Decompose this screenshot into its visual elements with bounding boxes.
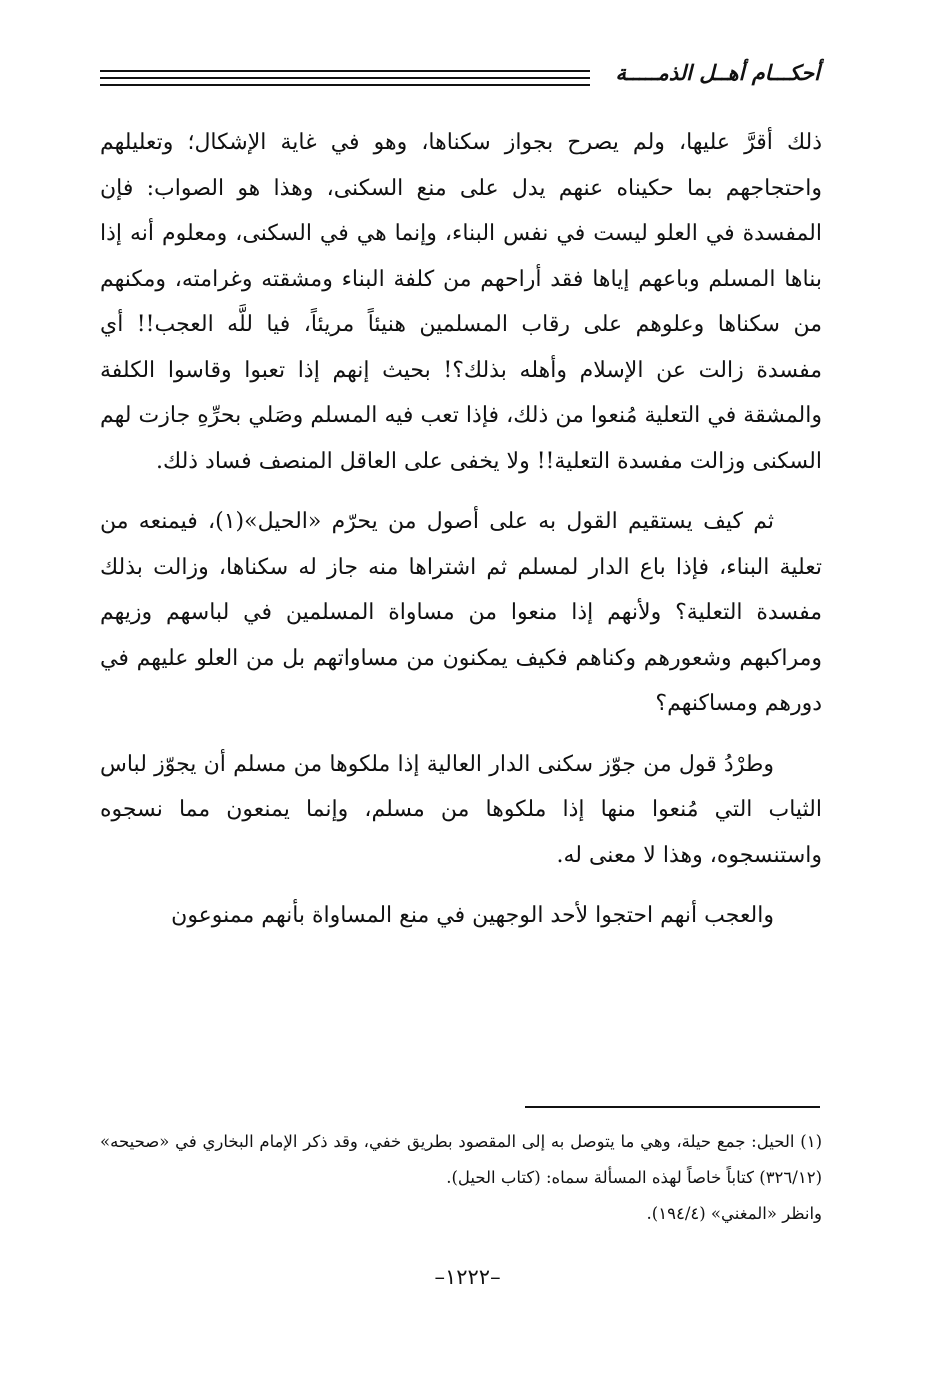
footnote-separator: [525, 1106, 820, 1108]
header-rule: [100, 77, 590, 79]
footnote: وانظر «المغني» (١٩٤/٤).: [646, 1204, 822, 1223]
running-header-title: أحكـــام أهــل الذمـــــة: [615, 60, 820, 85]
header-rule: [100, 84, 590, 86]
paragraph: ثم كيف يستقيم القول به على أصول من يحرّم «الحيل»(١)، فيمنعه من تعلية البناء، فإذا باع الدار لمسلم ثم اشتراها منه جاز له سكناها، وزالت بذلك مفسدة التعلية؟ ولأنهم إذا منعوا من مساواة المسلمين في لباسهم وزيهم ومراكبهم وشعورهم وكناهم فكيف يمكنون من مساواتهم بل من العلو عليهم في دورهم ومساكنهم؟: [100, 509, 822, 716]
footnotes: [100, 1124, 822, 1232]
paragraph: وطرْدُ قول من جوّز سكنى الدار العالية إذا ملكوها من مسلم أن يجوّز لباس الثياب التي مُنعوا منها إذا ملكوها من مسلم، وإنما يمنعون مما نسجوه واستنسجوه، وهذا لا معنى له.: [100, 751, 822, 868]
main-text: [100, 120, 822, 954]
paragraph: ذلك أقرَّ عليها، ولم يصرح بجواز سكناها، وهو في غاية الإشكال؛ وتعليلهم واحتجاجهم بما حكيناه عنهم يدل على منع السكنى، وهذا هو الصواب: فإن المفسدة في العلو ليست في نفس البناء، وإنما هي في السكنى، ومعلوم أنه إذا بناها المسلم وباعهم إياها فقد أراحهم من كلفة البناء ومشقته وغرامته، ومكنهم من سكناها وعلوهم على رقاب المسلمين هنيئاً مريئاً، فيا للَّه العجب!! أي مفسدة زالت عن الإسلام وأهله بذلك؟! بحيث إنهم إذا تعبوا وقاسوا الكلفة والمشقة في التعلية مُنعوا من ذلك، فإذا تعب فيه المسلم وصَلي بحرِّهِ جازت لهم السكنى وزالت مفسدة التعلية!! ولا يخفى على العاقل المنصف فساد ذلك.: [100, 130, 822, 474]
running-header: [100, 58, 820, 98]
page-number: –١٢٢٢–: [434, 1265, 501, 1289]
footnote: (١) الحيل: جمع حيلة، وهي ما يتوصل به إلى المقصود بطريق خفي، وقد ذكر الإمام البخاري في «صحيحه» (٣٢٦/١٢) كتاباً خاصاً لهذه المسألة سماه: (كتاب الحيل).: [100, 1132, 822, 1187]
header-rule: [100, 70, 590, 72]
paragraph: والعجب أنهم احتجوا لأحد الوجهين في منع المساواة بأنهم ممنوعون: [171, 903, 774, 928]
